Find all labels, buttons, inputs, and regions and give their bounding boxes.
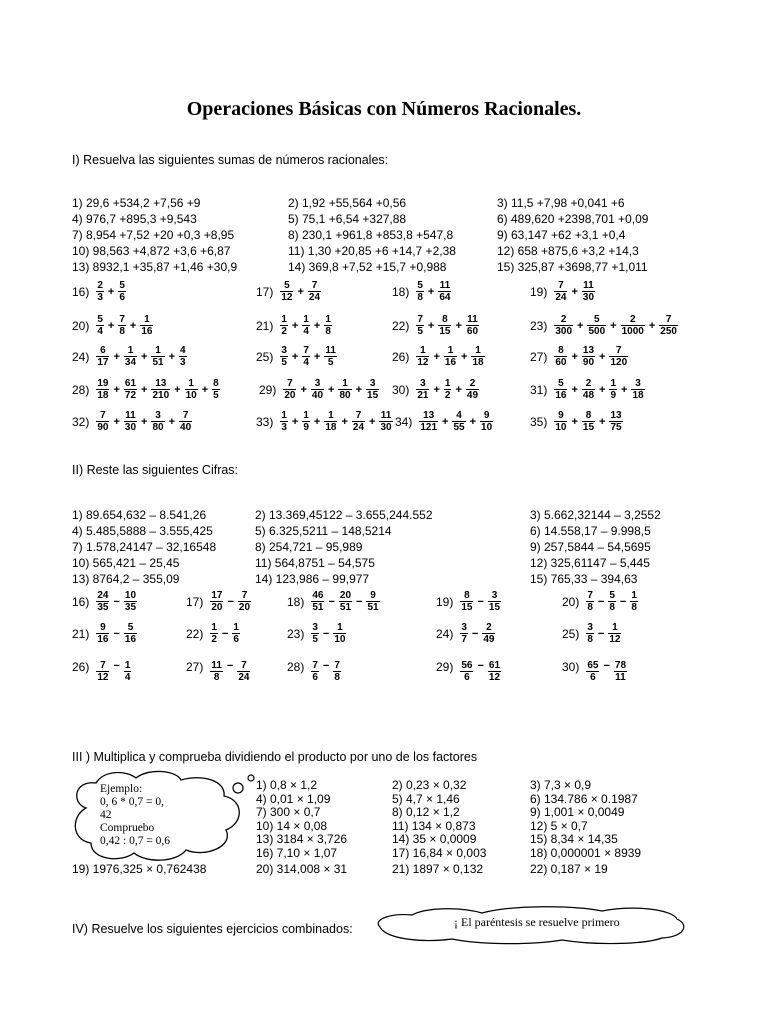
- multiplication-exercise: 4) 0,01 × 1,09: [256, 791, 331, 806]
- fraction-sum-exercise: [530, 378, 645, 401]
- fraction: $\frac{13}{75}$: [610, 410, 622, 433]
- multiplication-exercise: 18) 0,000001 × 8939: [530, 845, 642, 860]
- fraction-subtraction-exercise: [186, 590, 251, 613]
- fraction: 1 2: [211, 622, 217, 645]
- subtraction-exercise: 7) 1.578,24147 – 32,16548: [72, 540, 217, 554]
- operator: +: [648, 319, 656, 332]
- subtraction-exercise: 15) 765,33 – 394,63: [530, 572, 638, 586]
- fraction: 13 121: [420, 410, 438, 433]
- operator: −: [113, 660, 120, 672]
- fraction-subtraction-exercise: [72, 660, 131, 683]
- fraction: 7 8: [587, 590, 593, 613]
- exercise-number: 18): [287, 594, 305, 609]
- multiplication-exercise: 13) 3184 × 3,726: [256, 832, 348, 846]
- operator: +: [168, 415, 176, 428]
- exercise-number: 25): [256, 349, 274, 364]
- operator: +: [113, 415, 120, 428]
- subtraction-exercise: 11) 564,8751 – 54,575: [255, 556, 375, 570]
- fraction-sum-exercise: [256, 314, 332, 337]
- fraction: 5 8: [417, 280, 423, 303]
- cloud-line: 0,42 : 0,7 = 0,6: [100, 835, 171, 847]
- fraction-subtraction-exercise: [436, 590, 501, 613]
- fraction: $\frac{3}{15}$: [488, 590, 501, 613]
- multiplication-exercise: 10) 14 × 0,08: [256, 818, 328, 833]
- operator: −: [477, 595, 484, 608]
- fraction: $\frac{11}{64}$: [439, 280, 451, 303]
- exercise-number: 33): [256, 414, 274, 429]
- hint-cloud-text: ¡ El paréntesis se resuelve primero: [454, 915, 620, 929]
- fraction-sum-exercise: [392, 345, 485, 368]
- fraction: 7 12: [97, 660, 109, 683]
- sum-exercise: 3) 11,5 +7,98 +0,041 +6: [497, 196, 625, 210]
- multiplication-exercise: 22) 0,187 × 19: [530, 862, 608, 876]
- fraction: $\frac{7}{4}$: [303, 345, 309, 368]
- exercise-number: 22): [392, 318, 410, 333]
- operator: +: [433, 350, 440, 363]
- fraction: 1 12: [417, 345, 429, 368]
- fraction-sum-exercise: [392, 378, 479, 401]
- fraction: 9 10: [555, 410, 567, 433]
- fraction-sum-exercise: [72, 378, 220, 401]
- exercise-number: 19): [530, 284, 548, 299]
- fraction-sum-exercise: [530, 345, 628, 368]
- fraction-sum-exercise: [72, 410, 192, 433]
- exercise-number: 23): [530, 318, 548, 333]
- fraction: $\frac{10}{35}$: [124, 590, 137, 613]
- multiplication-exercise: 11) 134 × 0,873: [392, 818, 476, 833]
- subtraction-exercise: 2) 13.369,45122 – 3.655,244.552: [255, 508, 433, 522]
- fraction-subtraction-exercise: [562, 622, 621, 645]
- fraction: $\frac{1}{4}$: [303, 314, 309, 337]
- fraction: 11 8: [211, 660, 222, 683]
- fraction: $\frac{7}{24}$: [352, 410, 365, 433]
- operator: +: [442, 415, 449, 428]
- fraction: 24 35: [97, 590, 109, 613]
- multiplication-exercise: 14) 35 × 0,0009: [392, 832, 477, 846]
- fraction: 7 5: [417, 314, 423, 337]
- exercise-number: 34): [395, 414, 413, 429]
- sum-exercise: 10) 98,563 +4,872 +3,6 +6,87: [72, 244, 231, 258]
- multiplication-exercise: 21) 1897 × 0,132: [392, 862, 484, 876]
- operator: +: [461, 350, 468, 363]
- operator: +: [599, 350, 606, 363]
- fraction: 8 60: [555, 345, 567, 368]
- operator: +: [141, 383, 148, 396]
- sum-exercise: 11) 1,30 +20,85 +6 +14,7 +2,38: [288, 244, 456, 258]
- page-title: Operaciones Básicas con Números Racionales.: [186, 98, 582, 120]
- fraction: $\frac{2}{48}$: [582, 378, 595, 401]
- operator: −: [322, 627, 330, 640]
- fraction-sum-exercise: [256, 280, 321, 303]
- fraction: $\frac{1}{51}$: [152, 345, 164, 368]
- exercise-number: 16): [72, 284, 90, 299]
- subtraction-exercise: 5) 6.325,5211 – 148,5214: [255, 524, 392, 538]
- fraction: 8 15: [461, 590, 473, 613]
- multiplication-exercise: 19) 1976,325 × 0,762438: [72, 862, 207, 876]
- fraction: $\frac{7}{8}$: [334, 660, 340, 683]
- fraction-sum-exercise: [256, 345, 337, 368]
- fraction: $\frac{1}{8}$: [325, 314, 331, 337]
- exercise-number: 30): [392, 382, 410, 397]
- fraction: $\frac{7}{250}$: [660, 314, 677, 337]
- operator: −: [603, 660, 610, 672]
- operator: +: [427, 319, 435, 332]
- subtraction-exercise: 6) 14.558,17 – 9.998,5: [530, 524, 651, 538]
- fraction-sum-exercise: [72, 314, 153, 337]
- fraction: $\frac{1}{6}$: [233, 622, 239, 645]
- operator: −: [221, 627, 229, 640]
- operator: +: [455, 319, 462, 332]
- operator: +: [427, 285, 435, 298]
- exercise-number: 21): [256, 318, 274, 333]
- fraction: 7 6: [312, 660, 318, 683]
- fraction-subtraction-exercise: [287, 622, 346, 645]
- fraction: 7 20: [284, 378, 296, 401]
- fraction: 3 8: [587, 622, 593, 645]
- exercise-number: 28): [72, 382, 90, 397]
- fraction: $\frac{7}{20}$: [238, 590, 251, 613]
- fraction: $\frac{5}{500}$: [588, 314, 606, 337]
- fraction: $\frac{1}{18}$: [325, 410, 337, 433]
- fraction: $\frac{4}{3}$: [180, 345, 186, 368]
- sum-exercise: 14) 369,8 +7,52 +15,7 +0,988: [288, 260, 447, 274]
- operator: +: [291, 319, 299, 332]
- cloud-line: 42: [100, 809, 112, 821]
- operator: +: [313, 319, 321, 332]
- operator: −: [227, 595, 234, 608]
- fraction: 5 12: [281, 280, 293, 303]
- exercise-number: 26): [72, 660, 90, 674]
- fraction-sum-exercise: [256, 410, 393, 433]
- fraction: $\frac{13}{90}$: [582, 345, 595, 368]
- operator: +: [297, 285, 304, 298]
- fraction: 2 3: [97, 280, 103, 303]
- fraction: $\frac{3}{15}$: [367, 378, 379, 401]
- operator: +: [571, 350, 578, 363]
- fraction: $\frac{11}{30}$: [582, 280, 595, 303]
- subtraction-exercise: 4) 5.485,5888 – 3.555,425: [72, 524, 213, 538]
- operator: +: [113, 350, 120, 363]
- subtraction-exercise: 9) 257,5844 – 54,5695: [530, 540, 651, 554]
- fraction: $\frac{11}{30}$: [380, 410, 392, 433]
- operator: +: [469, 415, 477, 428]
- sum-exercise: 12) 658 +875,6 +3,2 +14,3: [497, 244, 639, 258]
- fraction: $\frac{8}{15}$: [582, 410, 595, 433]
- fraction: 6 17: [97, 345, 109, 368]
- multiplication-exercise: 15) 8,34 × 14,35: [530, 832, 618, 846]
- fraction: $\frac{3}{18}$: [632, 378, 644, 401]
- fraction: $\frac{4}{55}$: [453, 410, 465, 433]
- operator: +: [107, 319, 115, 332]
- fraction: $\frac{7}{40}$: [180, 410, 192, 433]
- operator: +: [201, 383, 209, 396]
- fraction: $\frac{1}{8}$: [631, 590, 637, 613]
- operator: +: [291, 415, 299, 428]
- fraction: $\frac{2}{49}$: [466, 378, 479, 401]
- sum-exercise: 4) 976,7 +895,3 +9,543: [72, 212, 197, 226]
- operator: +: [577, 319, 584, 332]
- fraction: $\frac{1}{18}$: [472, 345, 484, 368]
- exercise-number: 22): [186, 626, 204, 641]
- operator: −: [322, 660, 330, 672]
- multiplication-exercise: 5) 4,7 × 1,46: [392, 791, 460, 806]
- sum-exercise: 5) 75,1 +6,54 +327,88: [288, 212, 407, 226]
- operator: +: [571, 415, 578, 428]
- fraction: $\frac{5}{6}$: [119, 280, 125, 303]
- operator: +: [599, 415, 606, 428]
- exercise-number: 29): [259, 382, 277, 397]
- fraction: $\frac{3}{40}$: [311, 378, 324, 401]
- subtraction-exercise: 10) 565,421 – 25,45: [72, 556, 180, 570]
- sum-exercise: 9) 63,147 +62 +3,1 +0,4: [497, 228, 626, 242]
- subtraction-exercise: 3) 5.662,32144 – 3,2552: [530, 508, 661, 522]
- fraction-sum-exercise: [392, 314, 479, 337]
- multiplication-exercise: 3) 7,3 × 0,9: [530, 778, 592, 792]
- subtraction-exercise: 14) 123,986 – 99,977: [255, 572, 370, 586]
- section-2-heading: II) Reste las siguientes Cifras:: [72, 463, 239, 477]
- fraction-sum-exercise: [530, 314, 678, 337]
- operator: −: [477, 660, 484, 672]
- fraction: 5 16: [555, 378, 567, 401]
- fraction: 3 5: [281, 345, 287, 368]
- operator: +: [621, 383, 628, 396]
- fraction: $\frac{1}{9}$: [610, 378, 617, 401]
- cloud-line: 0, 6 * 0,7 = 0,: [100, 796, 164, 808]
- fraction: 56 6: [461, 660, 473, 683]
- subtraction-exercise: 8) 254,721 – 95,989: [255, 540, 363, 554]
- fraction: $\frac{1}{10}$: [185, 378, 197, 401]
- fraction: $\frac{7}{24}$: [308, 280, 321, 303]
- fraction: $\frac{7}{120}$: [610, 345, 628, 368]
- fraction: $\frac{1}{2}$: [444, 378, 451, 401]
- sum-exercise: 8) 230,1 +961,8 +853,8 +547,8: [288, 228, 454, 242]
- fraction-sum-exercise: [530, 410, 623, 433]
- fraction-subtraction-exercise: [186, 660, 250, 683]
- fraction: $\frac{7}{24}$: [238, 660, 250, 683]
- multiplication-exercise: 6) 134.786 × 0.1987: [530, 791, 638, 806]
- multiplication-exercise: 9) 1,001 × 0,0049: [530, 805, 625, 819]
- fraction: $\frac{1}{9}$: [303, 410, 309, 433]
- operator: −: [597, 595, 605, 608]
- fraction: $\frac{1}{80}$: [339, 378, 351, 401]
- section-1-heading: I) Resuelva las siguientes sumas de números racionales:: [72, 153, 389, 167]
- operator: −: [619, 595, 627, 608]
- exercise-number: 20): [562, 594, 580, 609]
- fraction: 5 4: [97, 314, 103, 337]
- fraction: $\frac{5}{16}$: [124, 622, 137, 645]
- fraction: $\frac{3}{80}$: [152, 410, 164, 433]
- operator: −: [471, 627, 479, 640]
- fraction: $\frac{13}{210}$: [152, 378, 170, 401]
- fraction-sum-exercise: [259, 378, 379, 401]
- exercise-number: 19): [436, 594, 454, 609]
- operator: +: [300, 383, 307, 396]
- operator: +: [174, 383, 181, 396]
- fraction-subtraction-exercise: [287, 590, 380, 613]
- fraction: $\frac{7}{8}$: [119, 314, 125, 337]
- fraction: $\frac{1}{16}$: [141, 314, 153, 337]
- fraction: $\frac{9}{51}$: [367, 590, 379, 613]
- fraction-sum-exercise: [72, 345, 187, 368]
- exercise-number: 31): [530, 382, 548, 397]
- fraction: $\frac{2}{1000}$: [621, 314, 644, 337]
- fraction: 3 5: [312, 622, 318, 645]
- fraction: 3 7: [461, 622, 467, 645]
- operator: +: [313, 415, 321, 428]
- operator: +: [113, 383, 120, 396]
- fraction-subtraction-exercise: [436, 622, 495, 645]
- fraction: $\frac{1}{10}$: [334, 622, 346, 645]
- multiplication-exercise: 2) 0,23 × 0,32: [392, 778, 467, 792]
- fraction-subtraction-exercise: [436, 660, 501, 683]
- fraction: 1 3: [281, 410, 287, 433]
- operator: −: [328, 595, 335, 608]
- fraction-subtraction-exercise: [72, 590, 137, 613]
- fraction: $\frac{20}{51}$: [339, 590, 352, 613]
- operator: +: [313, 350, 321, 363]
- sum-exercise: 1) 29,6 +534,2 +7,56 +9: [72, 196, 201, 210]
- multiplication-exercise: 12) 5 × 0,7: [530, 818, 588, 833]
- section-3-heading: III ) Multiplica y comprueba dividiendo el producto por uno de los factores: [72, 750, 478, 764]
- multiplication-exercise: 16) 7,10 × 1,07: [256, 845, 338, 860]
- fraction-subtraction-exercise: [562, 660, 627, 683]
- exercise-number: 16): [72, 594, 90, 609]
- sum-exercise: 7) 8,954 +7,52 +20 +0,3 +8,95: [72, 228, 235, 242]
- fraction: $\frac{11}{60}$: [466, 314, 479, 337]
- operator: +: [328, 383, 335, 396]
- exercise-number: 32): [72, 414, 90, 429]
- operator: +: [610, 319, 617, 332]
- fraction: $\frac{2}{49}$: [483, 622, 495, 645]
- operator: +: [571, 285, 578, 298]
- multiplication-exercise: 1) 0,8 × 1,2: [256, 778, 318, 792]
- subtraction-exercise: 12) 325,61147 – 5,445: [530, 556, 650, 570]
- sum-exercise: 13) 8932,1 +35,87 +1,46 +30,9: [72, 260, 238, 274]
- operator: −: [226, 660, 234, 672]
- sum-exercise: 6) 489,620 +2398,701 +0,09: [497, 212, 649, 226]
- fraction: $\frac{9}{10}$: [481, 410, 493, 433]
- fraction-sum-exercise: [392, 280, 451, 303]
- sum-exercise: 2) 1,92 +55,564 +0,56: [288, 196, 407, 210]
- fraction-subtraction-exercise: [562, 590, 638, 613]
- fraction-sum-exercise: [530, 280, 595, 303]
- fraction: $\frac{11}{5}$: [325, 345, 336, 368]
- operator: +: [599, 383, 606, 396]
- multiplication-exercise: 7) 300 × 0,7: [256, 805, 321, 819]
- fraction: 9 16: [97, 622, 109, 645]
- operator: +: [455, 383, 462, 396]
- fraction-subtraction-exercise: [287, 660, 341, 683]
- fraction: $\frac{78}{11}$: [614, 660, 627, 683]
- subtraction-exercise: 1) 89.654,632 – 8.541,26: [72, 508, 207, 522]
- fraction: 19 18: [97, 378, 109, 401]
- operator: +: [168, 350, 176, 363]
- exercise-number: 35): [530, 414, 548, 429]
- exercise-number: 24): [436, 626, 454, 641]
- fraction: $\frac{8}{5}$: [213, 378, 219, 401]
- fraction-subtraction-exercise: [186, 622, 240, 645]
- exercise-number: 17): [256, 284, 274, 299]
- operator: +: [341, 415, 348, 428]
- operator: −: [597, 627, 605, 640]
- fraction: $\frac{1}{12}$: [609, 622, 621, 645]
- fraction-sum-exercise: [72, 280, 126, 303]
- exercise-number: 24): [72, 349, 90, 364]
- exercise-number: 27): [530, 349, 548, 364]
- operator: +: [355, 383, 363, 396]
- operator: −: [113, 595, 120, 608]
- fraction: $\frac{11}{30}$: [124, 410, 137, 433]
- fraction: 1 2: [281, 314, 287, 337]
- multiplication-exercise: 20) 314,008 × 31: [256, 862, 348, 876]
- fraction-sum-exercise: [395, 410, 493, 433]
- operator: +: [107, 285, 115, 298]
- exercise-number: 20): [72, 318, 90, 333]
- fraction: 7 90: [97, 410, 109, 433]
- multiplication-exercise: 8) 0,12 × 1,2: [392, 805, 460, 819]
- operator: +: [369, 415, 376, 428]
- fraction: $\frac{5}{8}$: [609, 590, 615, 613]
- fraction: 46 51: [312, 590, 324, 613]
- operator: +: [571, 383, 578, 396]
- exercise-number: 28): [287, 660, 305, 674]
- fraction: $\frac{8}{15}$: [439, 314, 451, 337]
- fraction: $\frac{61}{12}$: [488, 660, 501, 683]
- operator: +: [141, 415, 148, 428]
- operator: −: [113, 627, 120, 640]
- fraction: 2 300: [555, 314, 573, 337]
- operator: −: [356, 595, 363, 608]
- exercise-number: 30): [562, 660, 580, 674]
- exercise-number: 23): [287, 626, 305, 641]
- operator: +: [141, 350, 148, 363]
- multiplication-exercise: 17) 16,84 × 0,003: [392, 845, 487, 860]
- operator: +: [129, 319, 137, 332]
- operator: +: [433, 383, 440, 396]
- cloud-line: Compruebo: [100, 822, 155, 834]
- exercise-number: 17): [186, 594, 204, 609]
- fraction: $\frac{1}{4}$: [124, 660, 131, 683]
- fraction-subtraction-exercise: [72, 622, 137, 645]
- exercise-number: 25): [562, 626, 580, 641]
- exercise-number: 18): [392, 284, 410, 299]
- exercise-number: 29): [436, 660, 454, 674]
- fraction: $\frac{61}{72}$: [124, 378, 137, 401]
- fraction: 7 24: [555, 280, 567, 303]
- fraction: $\frac{1}{34}$: [124, 345, 137, 368]
- exercise-number: 27): [186, 660, 204, 674]
- operator: +: [291, 350, 299, 363]
- example-cloud-text: [100, 783, 170, 848]
- section-4-heading: IV) Resuelve los siguientes ejercicios combinados:: [72, 922, 353, 936]
- sum-exercise: 15) 325,87 +3698,77 +1,011: [497, 260, 648, 274]
- cloud-line: Ejemplo:: [100, 783, 143, 795]
- fraction: 17 20: [211, 590, 223, 613]
- fraction: 3 21: [417, 378, 429, 401]
- fraction: 65 6: [587, 660, 599, 683]
- exercise-number: 26): [392, 349, 410, 364]
- fraction: $\frac{1}{16}$: [444, 345, 457, 368]
- subtraction-exercise: 13) 8764,2 – 355,09: [72, 572, 180, 586]
- exercise-number: 21): [72, 626, 90, 641]
